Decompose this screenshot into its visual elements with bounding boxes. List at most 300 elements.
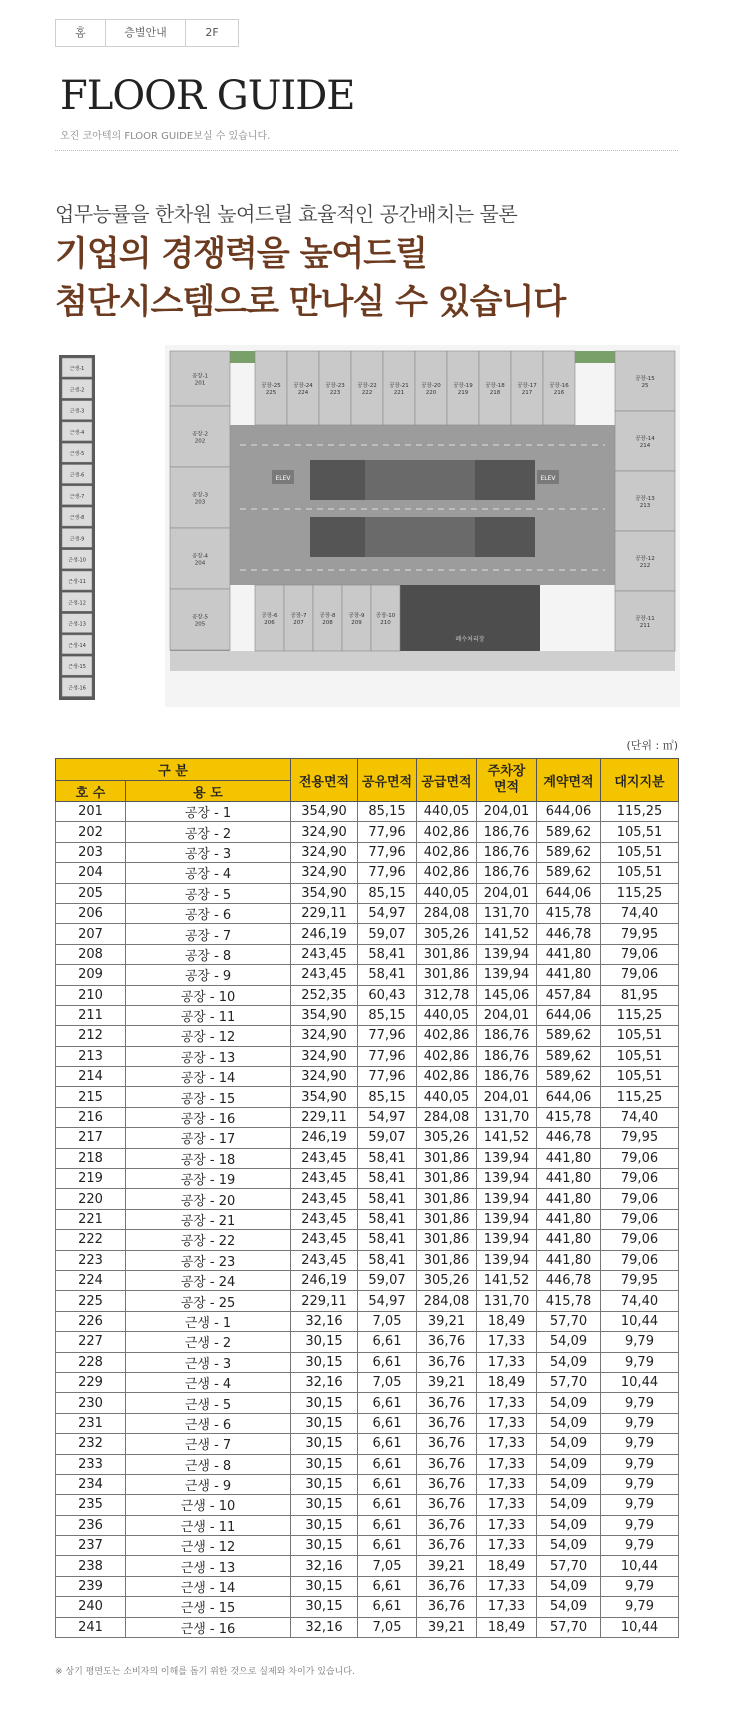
table-cell: 440,05 (417, 1087, 477, 1107)
plan-unit-name: 공장-4 (191, 553, 209, 560)
table-cell: 81,95 (601, 985, 679, 1005)
table-cell: 186,76 (477, 1067, 537, 1087)
table-cell: 54,09 (537, 1413, 601, 1433)
table-cell: 211 (56, 1005, 126, 1025)
table-cell: 139,94 (477, 1148, 537, 1168)
plan-unit-name: 공장-19 (453, 383, 473, 389)
table-cell: 57,70 (537, 1556, 601, 1576)
table-cell: 6,61 (358, 1393, 417, 1413)
table-cell: 공장 - 1 (126, 802, 291, 822)
table-row (56, 1617, 679, 1637)
table-cell: 근생 - 16 (126, 1617, 291, 1637)
table-cell: 77,96 (358, 842, 417, 862)
table-cell: 186,76 (477, 842, 537, 862)
grass-right (575, 351, 615, 363)
table-cell: 공장 - 9 (126, 965, 291, 985)
table-cell: 58,41 (358, 1250, 417, 1270)
table-cell: 32,16 (291, 1556, 358, 1576)
plan-unit-name: 공장-11 (635, 616, 655, 622)
elev-label-right: ELEV (540, 475, 556, 482)
table-cell: 7,05 (358, 1372, 417, 1392)
table-cell: 324,90 (291, 822, 358, 842)
table-cell: 139,94 (477, 944, 537, 964)
header-unit-no: 호 수 (56, 781, 126, 802)
table-cell: 145,06 (477, 985, 537, 1005)
table-cell: 공장 - 17 (126, 1128, 291, 1148)
table-row (56, 1413, 679, 1433)
table-cell: 58,41 (358, 1148, 417, 1168)
table-cell: 공장 - 23 (126, 1250, 291, 1270)
table-cell: 30,15 (291, 1332, 358, 1352)
table-cell: 근생 - 13 (126, 1556, 291, 1576)
table-row (56, 883, 679, 903)
table-cell: 59,07 (358, 1128, 417, 1148)
header-contract-area: 계약면적 (537, 759, 601, 802)
table-cell: 227 (56, 1332, 126, 1352)
table-row (56, 1393, 679, 1413)
table-cell: 589,62 (537, 822, 601, 842)
table-cell: 79,06 (601, 1169, 679, 1189)
table-cell: 6,61 (358, 1352, 417, 1372)
table-cell: 301,86 (417, 1169, 477, 1189)
table-cell: 324,90 (291, 863, 358, 883)
table-cell: 근생 - 15 (126, 1597, 291, 1617)
table-cell: 217 (56, 1128, 126, 1148)
breadcrumb-section[interactable]: 층별안내 (106, 20, 186, 46)
strip-unit-label: 근생-15 (68, 664, 86, 671)
plan-unit-name: 공장-17 (517, 383, 537, 389)
table-cell: 589,62 (537, 1026, 601, 1046)
plan-unit-number: 212 (639, 563, 651, 569)
table-cell: 근생 - 3 (126, 1352, 291, 1372)
table-cell: 105,51 (601, 1026, 679, 1046)
table-cell: 30,15 (291, 1352, 358, 1372)
footnote: ※ 상기 평면도는 소비자의 이해를 돕기 위한 것으로 실제와 차이가 있습니다. (55, 1667, 355, 1677)
table-cell: 10,44 (601, 1617, 679, 1637)
table-cell: 186,76 (477, 822, 537, 842)
plan-unit-name: 공장-10 (375, 613, 396, 619)
table-cell: 214 (56, 1067, 126, 1087)
plan-unit-number: 209 (351, 620, 362, 626)
table-cell: 402,86 (417, 1046, 477, 1066)
table-row (56, 1434, 679, 1454)
table-cell: 6,61 (358, 1332, 417, 1352)
table-cell: 301,86 (417, 1148, 477, 1168)
table-cell: 239 (56, 1576, 126, 1596)
table-cell: 6,61 (358, 1597, 417, 1617)
table-cell: 54,09 (537, 1434, 601, 1454)
table-cell: 231 (56, 1413, 126, 1433)
plan-unit-name: 공장-13 (635, 496, 655, 502)
table-row (56, 985, 679, 1005)
table-cell: 139,94 (477, 1209, 537, 1229)
header-common-area: 공유면적 (358, 759, 417, 802)
table-cell: 57,70 (537, 1617, 601, 1637)
table-cell: 213 (56, 1046, 126, 1066)
table-cell: 54,97 (358, 1291, 417, 1311)
table-cell: 18,49 (477, 1311, 537, 1331)
table-cell: 17,33 (477, 1576, 537, 1596)
table-cell: 209 (56, 965, 126, 985)
strip-unit-label: 근생-3 (69, 408, 85, 415)
table-cell: 근생 - 4 (126, 1372, 291, 1392)
table-cell: 216 (56, 1107, 126, 1127)
table-cell: 18,49 (477, 1617, 537, 1637)
table-cell: 7,05 (358, 1556, 417, 1576)
table-cell: 238 (56, 1556, 126, 1576)
table-cell: 공장 - 11 (126, 1005, 291, 1025)
table-cell: 18,49 (477, 1556, 537, 1576)
area-table-body (56, 802, 679, 1638)
table-cell: 10,44 (601, 1556, 679, 1576)
table-row (56, 1270, 679, 1290)
table-cell: 644,06 (537, 1005, 601, 1025)
table-cell: 115,25 (601, 883, 679, 903)
table-cell: 246,19 (291, 1270, 358, 1290)
table-cell: 17,33 (477, 1434, 537, 1454)
table-cell: 457,84 (537, 985, 601, 1005)
table-cell: 204,01 (477, 1087, 537, 1107)
strip-unit-label: 근생-2 (69, 387, 85, 394)
table-cell: 284,08 (417, 903, 477, 923)
table-cell: 237 (56, 1536, 126, 1556)
table-cell: 6,61 (358, 1434, 417, 1454)
table-cell: 9,79 (601, 1536, 679, 1556)
table-cell: 139,94 (477, 965, 537, 985)
table-cell: 17,33 (477, 1474, 537, 1494)
table-cell: 근생 - 9 (126, 1474, 291, 1494)
strip-floor-plan (57, 355, 97, 700)
plan-unit-number: 203 (194, 499, 206, 506)
strip-unit-label: 근생-8 (69, 515, 85, 522)
table-cell: 17,33 (477, 1413, 537, 1433)
table-cell: 243,45 (291, 1209, 358, 1229)
table-row (56, 1005, 679, 1025)
table-cell: 10,44 (601, 1311, 679, 1331)
table-cell: 79,06 (601, 1148, 679, 1168)
strip-unit-label: 근생-9 (69, 536, 85, 543)
table-row (56, 1474, 679, 1494)
table-cell: 131,70 (477, 903, 537, 923)
table-cell: 9,79 (601, 1352, 679, 1372)
table-cell: 30,15 (291, 1454, 358, 1474)
table-cell: 354,90 (291, 883, 358, 903)
table-row (56, 1291, 679, 1311)
table-cell: 79,95 (601, 1128, 679, 1148)
table-cell: 54,97 (358, 1107, 417, 1127)
table-cell: 201 (56, 802, 126, 822)
table-cell: 205 (56, 883, 126, 903)
table-cell: 415,78 (537, 903, 601, 923)
table-cell: 115,25 (601, 1005, 679, 1025)
plan-unit-name: 공장-23 (325, 383, 345, 389)
table-cell: 30,15 (291, 1515, 358, 1535)
table-cell: 30,15 (291, 1434, 358, 1454)
table-cell: 229 (56, 1372, 126, 1392)
table-cell: 근생 - 8 (126, 1454, 291, 1474)
table-cell: 17,33 (477, 1332, 537, 1352)
plan-unit-number: 207 (293, 620, 304, 626)
table-cell: 36,76 (417, 1434, 477, 1454)
table-cell: 79,06 (601, 965, 679, 985)
plan-unit-number: 221 (393, 390, 405, 396)
table-cell: 54,97 (358, 903, 417, 923)
table-cell: 233 (56, 1454, 126, 1474)
breadcrumb-home[interactable]: 홈 (56, 20, 106, 46)
table-cell: 공장 - 12 (126, 1026, 291, 1046)
table-cell: 36,76 (417, 1515, 477, 1535)
table-cell: 229,11 (291, 903, 358, 923)
table-cell: 7,05 (358, 1617, 417, 1637)
table-cell: 229,11 (291, 1107, 358, 1127)
table-cell: 139,94 (477, 1250, 537, 1270)
table-cell: 301,86 (417, 944, 477, 964)
table-cell: 186,76 (477, 1046, 537, 1066)
table-cell: 9,79 (601, 1332, 679, 1352)
table-cell: 59,07 (358, 924, 417, 944)
table-cell: 17,33 (477, 1454, 537, 1474)
table-cell: 9,79 (601, 1434, 679, 1454)
table-cell: 근생 - 11 (126, 1515, 291, 1535)
table-cell: 243,45 (291, 1250, 358, 1270)
table-cell: 36,76 (417, 1332, 477, 1352)
table-cell: 9,79 (601, 1413, 679, 1433)
table-cell: 324,90 (291, 1067, 358, 1087)
table-cell: 6,61 (358, 1495, 417, 1515)
header-group: 구 분 (56, 759, 291, 781)
plan-unit-name: 공장-21 (389, 383, 409, 389)
table-cell: 441,80 (537, 1230, 601, 1250)
plan-unit-name: 공장-12 (635, 556, 655, 562)
table-cell: 54,09 (537, 1536, 601, 1556)
table-cell: 54,09 (537, 1515, 601, 1535)
table-row (56, 842, 679, 862)
table-cell: 305,26 (417, 924, 477, 944)
table-cell: 232 (56, 1434, 126, 1454)
table-cell: 212 (56, 1026, 126, 1046)
plan-unit-name: 공장-22 (357, 383, 377, 389)
breadcrumb (55, 19, 239, 47)
plan-unit-number: 219 (457, 390, 469, 396)
table-cell: 36,76 (417, 1393, 477, 1413)
table-cell: 141,52 (477, 1128, 537, 1148)
table-cell: 131,70 (477, 1107, 537, 1127)
table-row (56, 903, 679, 923)
plan-unit-number: 213 (639, 503, 651, 509)
table-cell: 57,70 (537, 1311, 601, 1331)
table-cell: 공장 - 15 (126, 1087, 291, 1107)
table-cell: 243,45 (291, 1189, 358, 1209)
table-cell: 446,78 (537, 1128, 601, 1148)
table-cell: 54,09 (537, 1393, 601, 1413)
table-row (56, 1148, 679, 1168)
table-cell: 79,06 (601, 1250, 679, 1270)
table-cell: 79,06 (601, 1189, 679, 1209)
table-cell: 229,11 (291, 1291, 358, 1311)
table-cell: 301,86 (417, 1189, 477, 1209)
plan-unit-number: 220 (425, 390, 437, 396)
table-cell: 공장 - 7 (126, 924, 291, 944)
table-cell: 근생 - 7 (126, 1434, 291, 1454)
table-cell: 85,15 (358, 802, 417, 822)
plan-unit-number: 218 (489, 390, 501, 396)
plan-unit-number: 206 (264, 620, 275, 626)
table-cell: 301,86 (417, 965, 477, 985)
table-cell: 9,79 (601, 1597, 679, 1617)
table-row (56, 924, 679, 944)
table-cell: 77,96 (358, 863, 417, 883)
table-cell: 36,76 (417, 1454, 477, 1474)
headline (55, 230, 565, 326)
table-row (56, 1087, 679, 1107)
table-row (56, 1454, 679, 1474)
plan-unit-name: 공장-15 (635, 376, 655, 382)
plan-unit-number: 224 (297, 390, 309, 396)
table-cell: 공장 - 24 (126, 1270, 291, 1290)
table-cell: 240 (56, 1597, 126, 1617)
table-cell: 54,09 (537, 1576, 601, 1596)
table-cell: 208 (56, 944, 126, 964)
plan-unit-number: 217 (521, 390, 533, 396)
table-cell: 17,33 (477, 1495, 537, 1515)
plan-unit-number: 205 (194, 621, 206, 628)
table-row (56, 1230, 679, 1250)
table-cell: 243,45 (291, 965, 358, 985)
table-cell: 210 (56, 985, 126, 1005)
plan-unit-name: 공장-2 (191, 431, 209, 438)
table-cell: 60,43 (358, 985, 417, 1005)
lead-text: 업무능률을 한차원 높여드릴 효율적인 공간배치는 물론 (55, 202, 518, 226)
table-cell: 204,01 (477, 1005, 537, 1025)
table-cell: 36,76 (417, 1495, 477, 1515)
table-cell: 근생 - 10 (126, 1495, 291, 1515)
strip-unit-label: 근생-1 (69, 366, 85, 372)
table-row (56, 1372, 679, 1392)
table-cell: 54,09 (537, 1495, 601, 1515)
table-row (56, 1209, 679, 1229)
table-cell: 7,05 (358, 1311, 417, 1331)
table-cell: 공장 - 2 (126, 822, 291, 842)
table-cell: 6,61 (358, 1576, 417, 1596)
table-row (56, 1128, 679, 1148)
table-cell: 30,15 (291, 1536, 358, 1556)
table-cell: 79,95 (601, 924, 679, 944)
divider (55, 150, 678, 151)
strip-unit-label: 근생-10 (68, 557, 86, 564)
table-cell: 17,33 (477, 1536, 537, 1556)
table-cell: 6,61 (358, 1474, 417, 1494)
table-cell: 206 (56, 903, 126, 923)
table-cell: 30,15 (291, 1413, 358, 1433)
table-cell: 공장 - 19 (126, 1169, 291, 1189)
table-cell: 589,62 (537, 863, 601, 883)
table-cell: 공장 - 22 (126, 1230, 291, 1250)
table-cell: 224 (56, 1270, 126, 1290)
strip-unit-label: 근생-5 (69, 451, 85, 458)
table-cell: 36,76 (417, 1576, 477, 1596)
table-cell: 441,80 (537, 1250, 601, 1270)
table-cell: 54,09 (537, 1474, 601, 1494)
table-cell: 공장 - 16 (126, 1107, 291, 1127)
table-cell: 402,86 (417, 1067, 477, 1087)
table-cell: 441,80 (537, 965, 601, 985)
header-use: 용 도 (126, 781, 291, 802)
table-cell: 근생 - 5 (126, 1393, 291, 1413)
table-row (56, 1311, 679, 1331)
table-cell: 58,41 (358, 944, 417, 964)
strip-unit-label: 근생-7 (69, 493, 85, 500)
table-cell: 공장 - 14 (126, 1067, 291, 1087)
table-cell: 218 (56, 1148, 126, 1168)
strip-unit-label: 근생-6 (69, 472, 85, 479)
header-parking-area: 주차장 면적 (477, 759, 537, 802)
strip-unit-label: 근생-11 (68, 579, 86, 585)
area-table (55, 758, 679, 1638)
table-cell: 324,90 (291, 1046, 358, 1066)
table-cell: 402,86 (417, 842, 477, 862)
table-cell: 203 (56, 842, 126, 862)
table-row (56, 1597, 679, 1617)
table-row (56, 863, 679, 883)
table-cell: 6,61 (358, 1454, 417, 1474)
table-cell: 105,51 (601, 863, 679, 883)
plan-footer-band (170, 651, 675, 671)
table-cell: 79,06 (601, 1230, 679, 1250)
table-cell: 226 (56, 1311, 126, 1331)
table-cell: 근생 - 6 (126, 1413, 291, 1433)
table-cell: 9,79 (601, 1576, 679, 1596)
table-cell: 220 (56, 1189, 126, 1209)
table-cell: 공장 - 5 (126, 883, 291, 903)
table-cell: 441,80 (537, 1189, 601, 1209)
table-cell: 36,76 (417, 1536, 477, 1556)
table-cell: 18,49 (477, 1372, 537, 1392)
table-cell: 근생 - 12 (126, 1536, 291, 1556)
table-cell: 85,15 (358, 1087, 417, 1107)
table-row (56, 1576, 679, 1596)
table-cell: 246,19 (291, 924, 358, 944)
table-cell: 139,94 (477, 1169, 537, 1189)
table-cell: 644,06 (537, 1087, 601, 1107)
table-cell: 85,15 (358, 1005, 417, 1025)
table-cell: 230 (56, 1393, 126, 1413)
table-cell: 446,78 (537, 1270, 601, 1290)
table-cell: 415,78 (537, 1107, 601, 1127)
header-land-share: 대지지분 (601, 759, 679, 802)
table-cell: 58,41 (358, 1209, 417, 1229)
table-row (56, 1495, 679, 1515)
table-row (56, 965, 679, 985)
table-cell: 141,52 (477, 1270, 537, 1290)
table-row (56, 802, 679, 822)
plan-unit-number: 208 (322, 620, 333, 626)
plan-unit-name: 공장-18 (485, 383, 505, 389)
plan-unit-number: 201 (194, 380, 206, 387)
plan-unit-name: 공장-24 (293, 383, 313, 389)
table-cell: 30,15 (291, 1393, 358, 1413)
table-cell: 202 (56, 822, 126, 842)
table-cell: 243,45 (291, 1230, 358, 1250)
table-cell: 115,25 (601, 1087, 679, 1107)
table-cell: 32,16 (291, 1617, 358, 1637)
table-cell: 32,16 (291, 1311, 358, 1331)
table-cell: 54,09 (537, 1332, 601, 1352)
table-cell: 105,51 (601, 1046, 679, 1066)
table-cell: 284,08 (417, 1107, 477, 1127)
breadcrumb-current[interactable]: 2F (186, 20, 238, 46)
table-cell: 30,15 (291, 1597, 358, 1617)
table-cell: 324,90 (291, 1026, 358, 1046)
